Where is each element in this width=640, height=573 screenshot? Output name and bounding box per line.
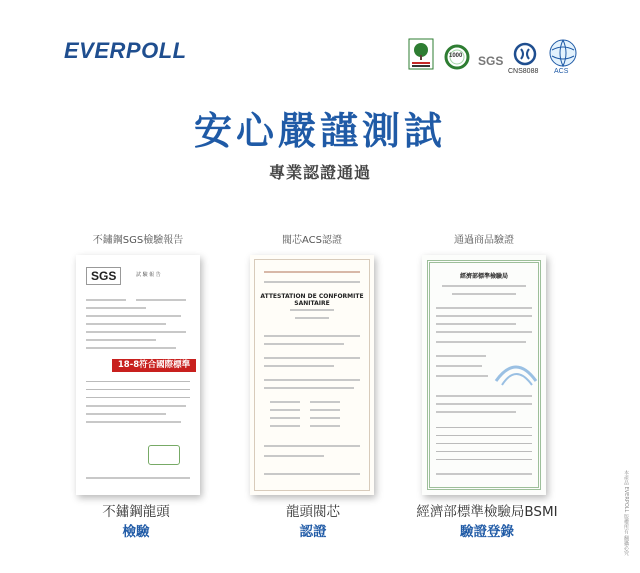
sgs-icon [478,50,503,69]
certificate-caption: 不鏽鋼SGS檢驗報告 [92,235,184,246]
certificate-title: 龍頭閥芯 [286,504,340,520]
brand-logo: EVERPOLL [64,38,187,63]
certificate-acs [242,231,382,495]
page-title: 安心嚴謹測試 [193,109,446,153]
1000-ring-icon [444,44,470,70]
certificate-bsmi [414,231,554,495]
sgs-doc-badge: 18-8符合國際標準 [112,359,196,372]
copyright-note: 本產品 EVERPOLL 版權所有 翻攝必究 [623,470,629,556]
tree-seal-icon [408,38,434,70]
sgs-report-image [76,255,200,495]
certificate-tag: 驗證登錄 [460,524,514,540]
sgs-doc-stamp [148,445,180,465]
acs-globe-icon [548,38,578,75]
sgs-label: SGS [478,54,504,68]
cns-mark-icon [508,42,539,75]
bsmi-certificate-image [422,255,546,495]
1000-label: 1000 [449,53,463,59]
cns-label: CNS8088 [508,68,539,75]
certificate-caption: 閥芯ACS認證 [282,235,342,246]
certificate-title: 不鏽鋼龍頭 [102,504,170,520]
acs-doc-title: ATTESTATION DE CONFORMITE SANITAIRE [260,293,364,307]
sgs-doc-header: SGS [86,267,121,285]
bsmi-watermark-icon [492,351,540,391]
certificate-sgs [68,231,208,495]
certificate-title: 經濟部標準檢驗局BSMI [416,504,558,520]
acs-certificate-image [250,255,374,495]
acs-label: ACS [554,68,569,75]
certificate-tag: 認證 [299,524,327,540]
certificate-tag: 檢驗 [122,524,150,540]
page-subtitle: 專業認證通過 [268,163,371,182]
certificate-caption: 通過商品驗證 [454,235,514,246]
bsmi-doc-title: 經濟部標準檢驗局 [459,273,508,280]
sgs-doc-report-label: 試 驗 報 告 [136,272,161,278]
trust-marks [408,38,578,80]
